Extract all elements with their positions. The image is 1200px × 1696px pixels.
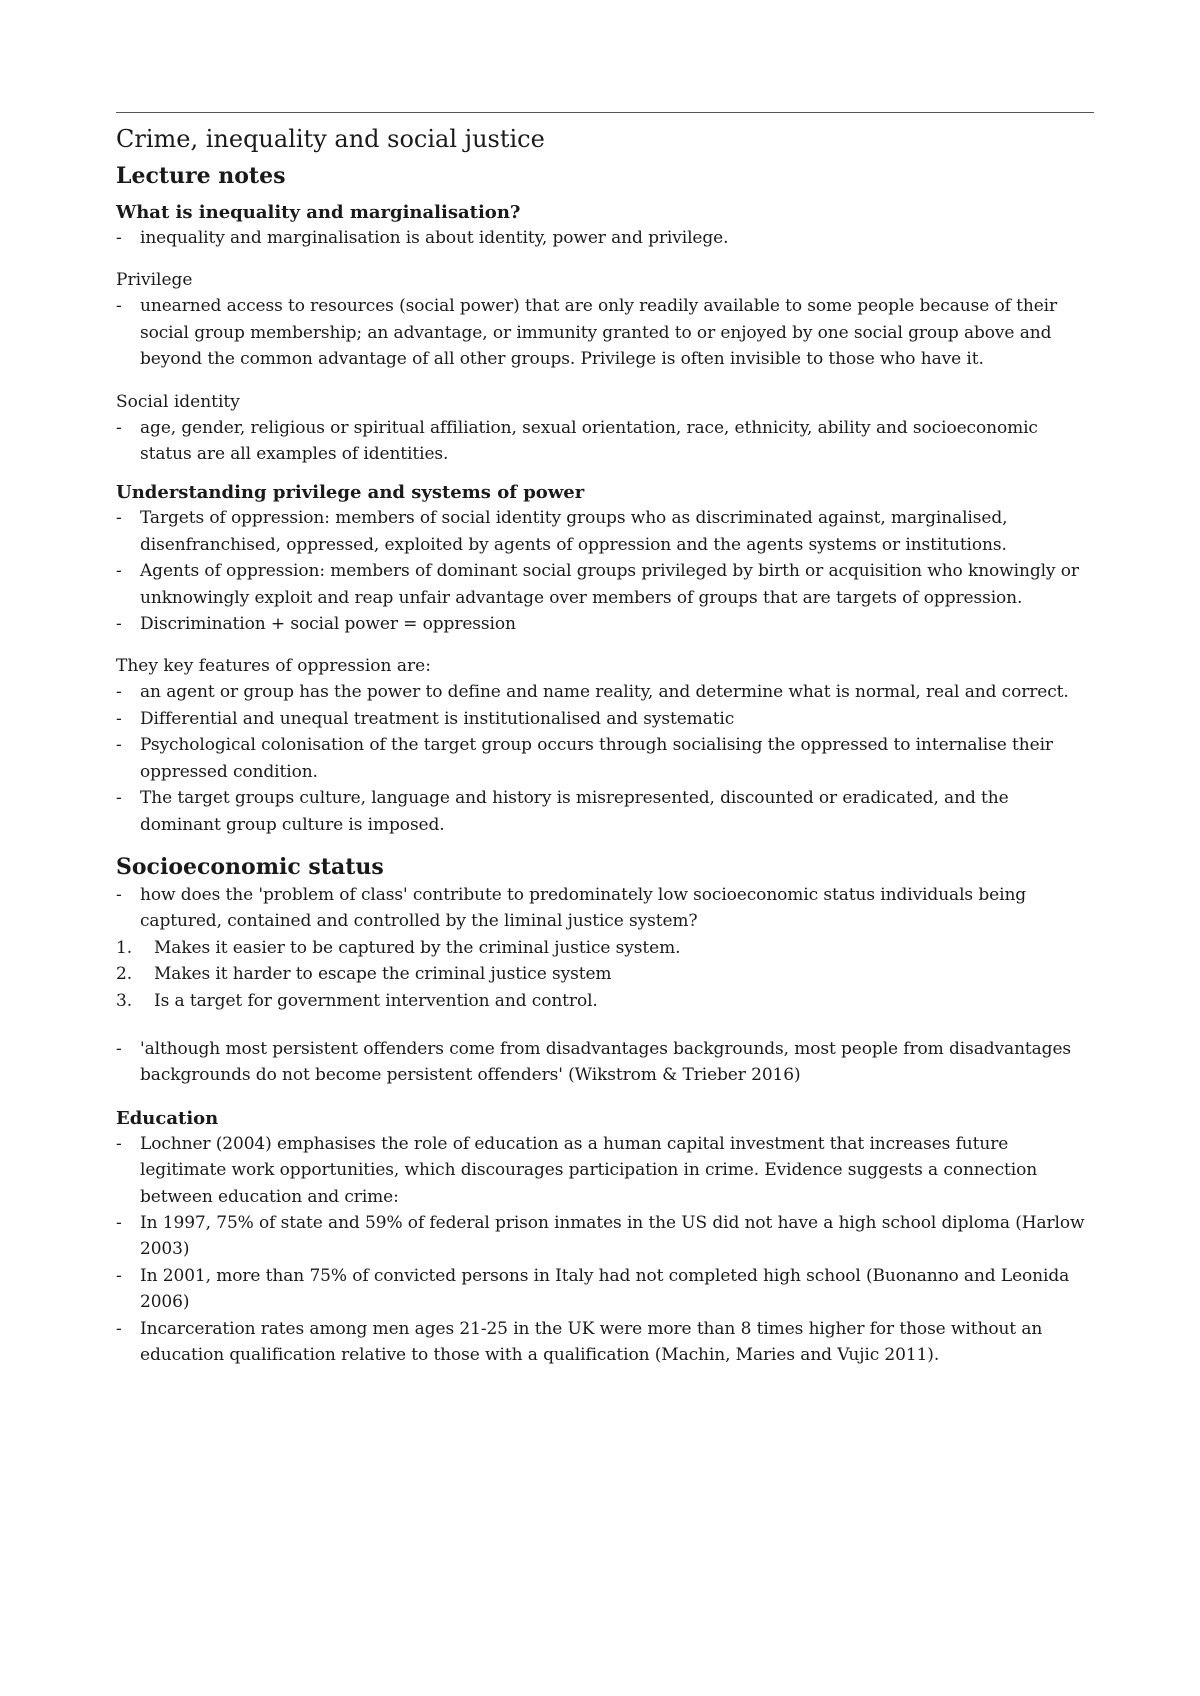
item-text: Is a target for government intervention and control. — [154, 990, 598, 1011]
socioeconomic-list — [116, 882, 1094, 935]
heading-socioeconomic-status: Socioeconomic status — [116, 853, 384, 880]
list-item: - Agents of oppression: members of dominant social groups privileged by birth or acquisition who knowingly or unknowingly exploit and reap unfair advantage over members of groups that are targets of oppression. — [116, 558, 1094, 611]
item-text: Makes it harder to escape the criminal justice system — [154, 964, 612, 985]
item-text: Makes it easier to be captured by the criminal justice system. — [154, 937, 681, 958]
social-identity-list — [116, 415, 1094, 468]
privilege-list — [116, 293, 1094, 372]
privilege-systems-list — [116, 505, 1094, 637]
numbered-item — [116, 961, 1094, 987]
item-number: 2. — [116, 964, 133, 985]
list-item: - an agent or group has the power to define and name reality, and determine what is normal, real and correct. — [116, 679, 1094, 705]
label-key-features: They key features of oppression are: — [116, 656, 431, 677]
list-item: - Lochner (2004) emphasises the role of education as a human capital investment that increases future legitimate work opportunities, which discourages participation in crime. Evidence suggests a connection between education and crime: — [116, 1131, 1094, 1210]
list-item: - The target groups culture, language and history is misrepresented, discounted or eradicated, and the dominant group culture is imposed. — [116, 785, 1094, 838]
numbered-item — [116, 988, 1094, 1014]
document-subtitle: Lecture notes — [116, 163, 286, 189]
list-item: - In 2001, more than 75% of convicted persons in Italy had not completed high school (Buonanno and Leonida 2006) — [116, 1263, 1094, 1316]
inequality-list — [116, 225, 1094, 251]
top-rule — [116, 112, 1094, 113]
heading-education: Education — [116, 1107, 219, 1129]
list-item: - age, gender, religious or spiritual affiliation, sexual orientation, race, ethnicity, ability and socioeconomic status are all examples of identities. — [116, 415, 1094, 468]
list-item: - Targets of oppression: members of social identity groups who as discriminated against, marginalised, disenfranchised, oppressed, exploited by agents of oppression and the agents systems or institutions. — [116, 505, 1094, 558]
item-number: 1. — [116, 937, 133, 958]
list-item: - 'although most persistent offenders come from disadvantages backgrounds, most people from disadvantages backgrounds do not become persistent offenders' (Wikstrom & Trieber 2016) — [116, 1036, 1094, 1089]
list-item: - In 1997, 75% of state and 59% of federal prison inmates in the US did not have a high school diploma (Harlow 2003) — [116, 1210, 1094, 1263]
document-title: Crime, inequality and social justice — [116, 125, 545, 153]
list-item: - Discrimination + social power = oppression — [116, 611, 1094, 637]
spacer — [116, 1014, 1094, 1036]
heading-inequality: What is inequality and marginalisation? — [116, 202, 521, 223]
heading-privilege-systems: Understanding privilege and systems of power — [116, 482, 585, 504]
socioeconomic-quote-list — [116, 1036, 1094, 1089]
numbered-item — [116, 935, 1094, 961]
education-list — [116, 1131, 1094, 1369]
list-item: - how does the 'problem of class' contribute to predominately low socioeconomic status individuals being captured, contained and controlled by the liminal justice system? — [116, 882, 1094, 935]
label-privilege: Privilege — [116, 270, 193, 291]
list-item: - Differential and unequal treatment is institutionalised and systematic — [116, 706, 1094, 732]
list-item: - inequality and marginalisation is about identity, power and privilege. — [116, 225, 1094, 251]
list-item: - unearned access to resources (social power) that are only readily available to some people because of their social group membership; an advantage, or immunity granted to or enjoyed by one social group above and beyond the common advantage of all other groups. Privilege is often invisible to those who have it. — [116, 293, 1094, 372]
list-item: - Incarceration rates among men ages 21-25 in the UK were more than 8 times higher for those without an education qualification relative to those with a qualification (Machin, Maries and Vujic 2011). — [116, 1316, 1094, 1369]
document-page — [116, 112, 1094, 1368]
list-item: - Psychological colonisation of the target group occurs through socialising the oppressed to internalise their oppressed condition. — [116, 732, 1094, 785]
key-features-list — [116, 679, 1094, 837]
item-number: 3. — [116, 990, 133, 1011]
socioeconomic-numbered-list — [116, 935, 1094, 1014]
label-social-identity: Social identity — [116, 391, 240, 412]
